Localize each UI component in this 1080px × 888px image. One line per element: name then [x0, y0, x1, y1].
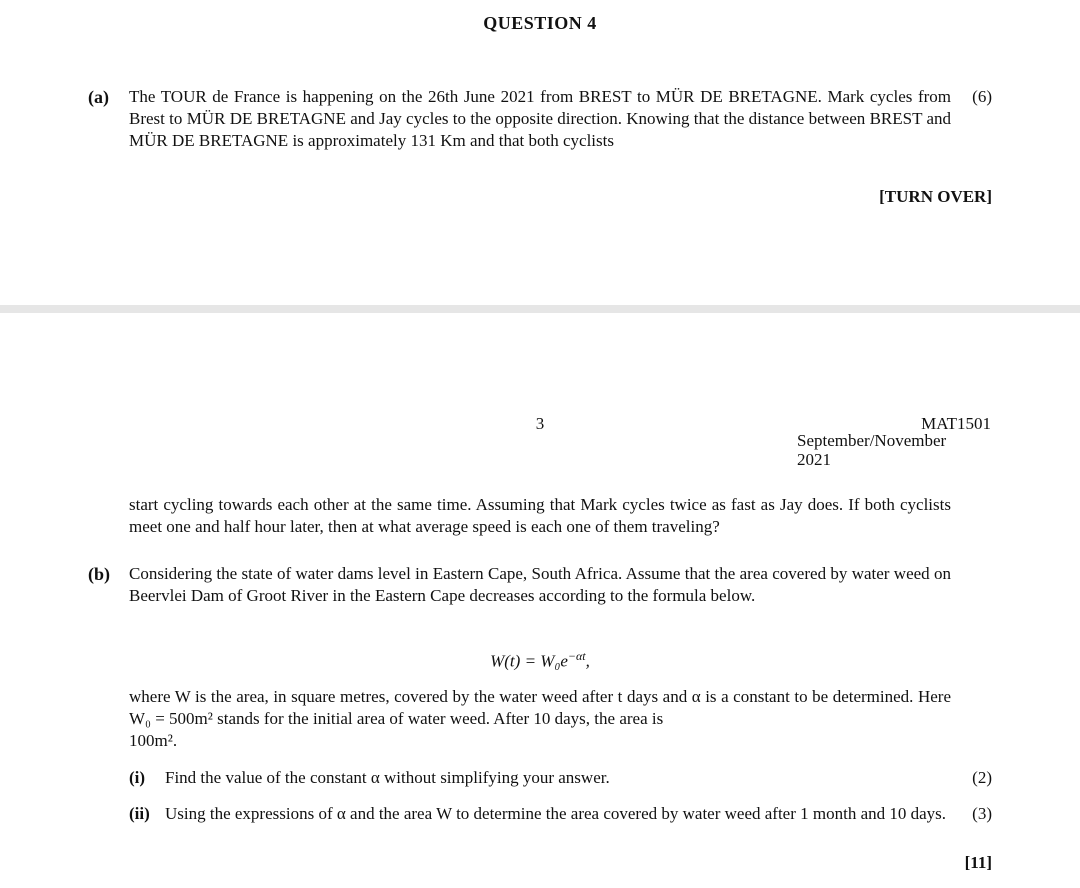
weed-area-formula	[0, 645, 1080, 673]
part-b-explanation-end: 100m².	[129, 731, 178, 750]
formula-tail: ,	[585, 651, 590, 671]
part-a-label: (a)	[88, 87, 109, 107]
sub-i-marks: (2)	[972, 768, 992, 787]
sub-i-label: (i)	[129, 768, 146, 787]
part-b-explanation: where W is the area, in square metres, covered by the water weed after t days and α is a constant to be determined. Here W₀ = 500m² stands for the initial area of water weed. After 10 days, the area is	[129, 687, 951, 728]
turn-over-label: [TURN OVER]	[879, 187, 992, 206]
part-a-marks: (6)	[972, 87, 992, 106]
course-code: MAT1501	[921, 414, 991, 433]
page-divider	[0, 305, 1080, 313]
sub-ii-marks: (3)	[972, 804, 992, 823]
exam-year: 2021	[797, 450, 831, 469]
sub-ii-label: (ii)	[129, 804, 150, 823]
page-number: 3	[535, 414, 545, 433]
formula-main: W(t) = W₀e	[490, 651, 568, 671]
formula-exponent: −αt	[567, 649, 586, 663]
question-total-marks: [11]	[964, 853, 992, 872]
part-b-label: (b)	[88, 564, 110, 584]
part-b-intro: Considering the state of water dams level in Eastern Cape, South Africa. Assume that the area covered by water weed on Beervlei Dam of Groot River in the Eastern Cape decreases according to the formula below.	[129, 564, 951, 605]
part-a-text: The TOUR de France is happening on the 26th June 2021 from BREST to MÜR DE BRETAGNE. Mark cycles from Brest to MÜR DE BRETAGNE and Jay cycles to the opposite direction. Knowing that the distance between BREST and MÜR DE BRETAGNE is approximately 131 Km and that both cyclists	[129, 87, 951, 150]
question-title: QUESTION 4	[483, 13, 597, 33]
part-a-continued-text: start cycling towards each other at the same time. Assuming that Mark cycles twice as fast as Jay does. If both cyclists meet one and half hour later, then at what average speed is each one of them traveling?	[129, 495, 951, 536]
exam-period: September/November	[797, 431, 947, 450]
sub-i-text: Find the value of the constant α without simplifying your answer.	[165, 768, 610, 787]
sub-ii-text: Using the expressions of α and the area W to determine the area covered by water weed after 1 month and 10 days.	[165, 804, 947, 823]
